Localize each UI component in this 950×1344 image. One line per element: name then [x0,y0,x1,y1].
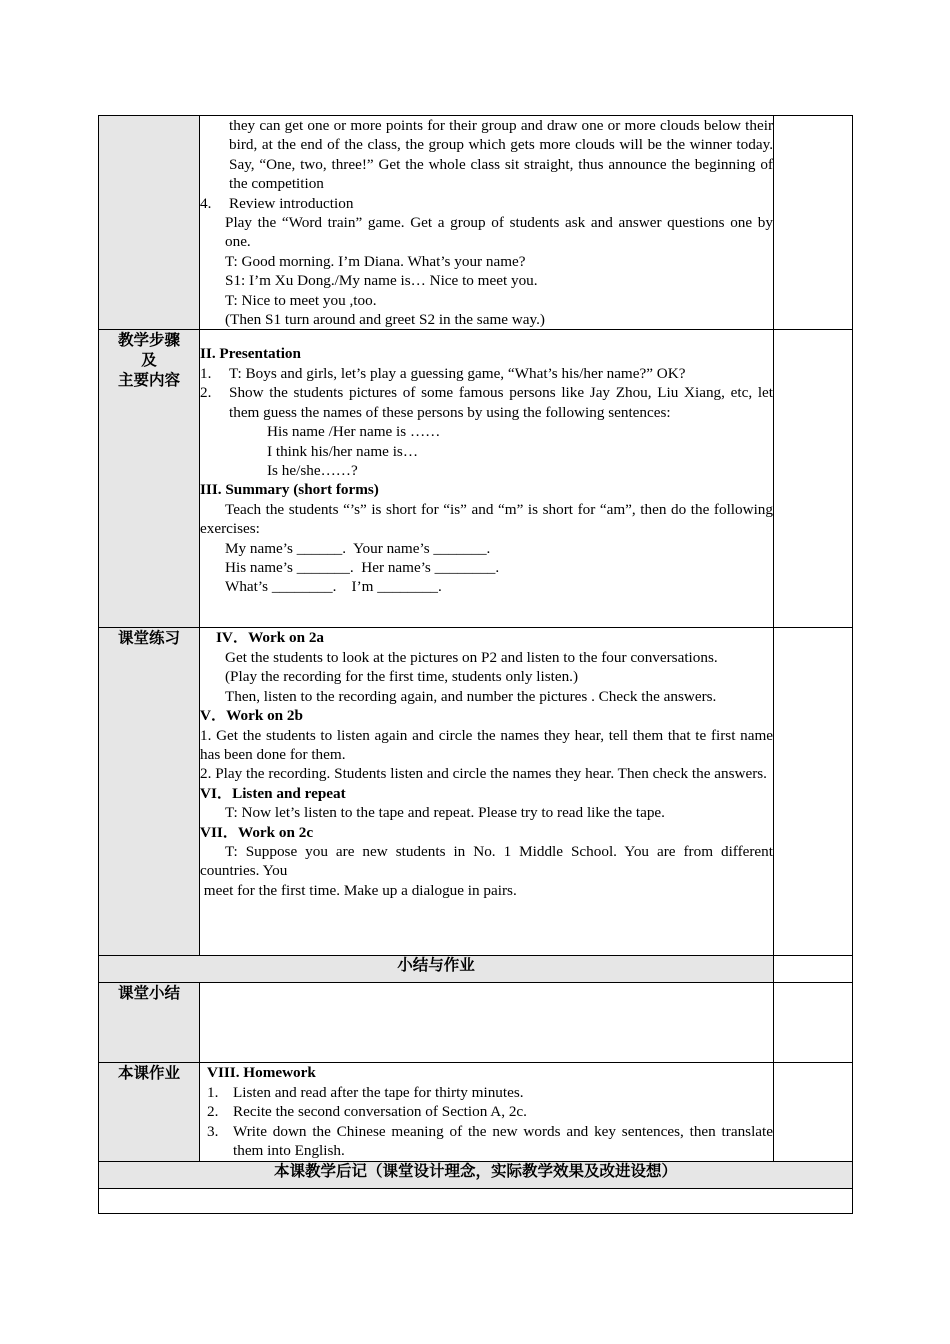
row-reflection-header [99,1161,853,1188]
listen-repeat-heading: VI．Listen and repeat [200,784,346,802]
notes-cell [774,1063,853,1161]
notes-cell [774,330,853,628]
summary-paragraph: Teach the students “’s” is short for “is” and “m” is short for “am”, then do the following exercises: [200,500,773,538]
competition-paragraph: they can get one or more points for their group and draw one or more clouds below their bird, at the end of the class, the group which gets more clouds will be the winner today. Say, “One, two, three!” Get the whole class sit straight, thus announce the beginning of the competition [229,117,773,193]
homework-item [207,1083,773,1102]
dialog-line: S1: I’m Xu Dong./My name is… Nice to meet you. [225,272,538,290]
class-summary-content [200,983,774,1063]
row-label-class-summary: 课堂小结 [99,983,200,1063]
homework-item [207,1102,773,1121]
notes-cell [774,116,853,330]
dialog-line: T: Nice to meet you ,too. [225,291,377,309]
list-number: 1. [207,1083,219,1101]
presentation-item [200,383,773,422]
row-class-practice [99,628,853,956]
sentence-pattern: His name /Her name is …… [267,423,441,441]
reflection-content [99,1188,853,1213]
label-line: 及 [141,351,157,370]
work-2b-heading: V．Work on 2b [200,707,303,725]
homework-text: Write down the Chinese meaning of the new words and key sentences, then translate them into English. [233,1122,773,1160]
work-2a-note: (Play the recording for the first time, students only listen.) [225,668,579,686]
list-number: 1. [200,364,212,382]
notes-cell [774,628,853,956]
row-label-homework: 本课作业 [99,1063,200,1161]
row-homework [99,1063,853,1161]
review-intro-item [200,194,773,213]
presentation-item [200,364,773,383]
list-number: 3. [207,1122,219,1140]
work-2a-paragraph: Get the students to look at the pictures on P2 and listen to the four conversations. [225,648,718,666]
sentence-pattern: I think his/her name is… [267,442,419,460]
homework-heading: VIII. Homework [207,1064,316,1082]
presentation-content [200,330,774,628]
practice-content [200,628,774,956]
row-reflection-blank [99,1188,853,1213]
work-2b-item: 1. Get the students to listen again and circle the names they hear, tell them that te first name has been done for them. [200,726,773,763]
row-label-class-practice: 课堂练习 [99,628,200,956]
summary-homework-header: 小结与作业 [99,956,774,983]
notes-cell [774,956,853,983]
item-text: T: Boys and girls, let’s play a guessing game, “What’s his/her name?” OK? [229,364,686,382]
exercise-line: My name’s ______. Your name’s _______. [225,539,491,557]
exercise-line: What’s ________. I’m ________. [225,578,442,596]
homework-text: Recite the second conversation of Section A, 2c. [233,1103,527,1121]
homework-content [200,1063,774,1161]
sentence-pattern: Is he/she……? [267,461,358,479]
work-2b-item: 2. Play the recording. Students listen and circle the names they hear. Then check the answers. [200,765,767,783]
label-line: 主要内容 [117,371,180,390]
homework-item [207,1122,773,1161]
row-label-empty [99,116,200,330]
row-summary-header [99,956,853,983]
work-2a-check: Then, listen to the recording again, and number the pictures . Check the answers. [225,687,717,705]
row-class-summary [99,983,853,1063]
dialog-line: T: Good morning. I’m Diana. What’s your name? [225,252,526,270]
dialog-line: (Then S1 turn around and greet S2 in the same way.) [225,311,545,329]
row-main-content [99,330,853,628]
reflection-header: 本课教学后记（课堂设计理念，实际教学效果及改进设想） [99,1161,853,1188]
review-intro-title: Review introduction [229,194,354,212]
work-2c-paragraph: T: Suppose you are new students in No. 1 Middle School. You are from different countries. You [200,842,773,880]
row-label-teaching-steps [99,330,200,628]
warmup-content [200,116,774,330]
work-2c-heading: VII．Work on 2c [200,823,314,841]
row-warmup-continued [99,116,853,330]
lesson-plan-table [98,115,853,1214]
word-train-paragraph: Play the “Word train” game. Get a group of students ask and answer questions one by one. [225,214,773,251]
item-text: Show the students pictures of some famous persons like Jay Zhou, Liu Xiang, etc, let them guess the names of these persons by using the following sentences: [229,384,773,421]
list-number: 2. [200,384,212,402]
label-line: 教学步骤 [117,331,180,350]
list-number: 4. [200,194,212,212]
listen-repeat-paragraph: T: Now let’s listen to the tape and repeat. Please try to read like the tape. [225,804,665,822]
work-2c-paragraph-end: meet for the first time. Make up a dialogue in pairs. [200,881,517,899]
notes-cell [774,983,853,1063]
list-number: 2. [207,1103,219,1121]
summary-heading: III. Summary (short forms) [200,481,379,499]
homework-text: Listen and read after the tape for thirty minutes. [233,1083,524,1101]
work-2a-heading: IV．Work on 2a [216,629,325,647]
presentation-heading: II. Presentation [200,345,301,363]
exercise-line: His name’s _______. Her name’s ________. [225,558,500,576]
